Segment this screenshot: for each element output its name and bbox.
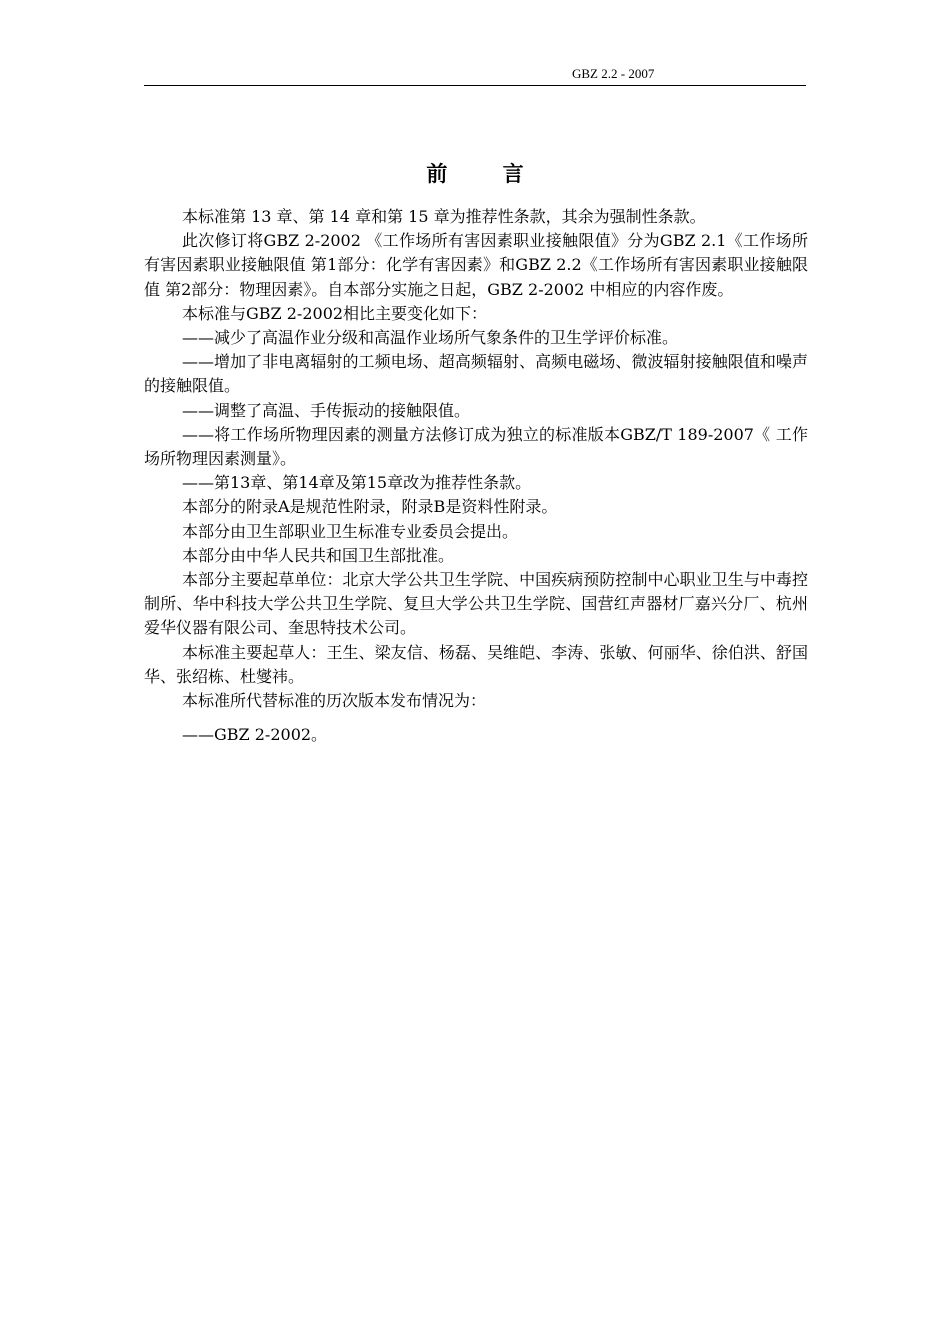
change-item-2: ——增加了非电离辐射的工频电场、超高频辐射、高频电磁场、微波辐射接触限值和噪声的接触限值。	[144, 352, 808, 396]
paragraph-changes-intro: 本标准与GBZ 2-2002相比主要变化如下：	[182, 303, 488, 323]
change-item-1: ——减少了高温作业分级和高温作业场所气象条件的卫生学评价标准。	[182, 328, 679, 348]
foreword-body	[144, 205, 808, 747]
paragraph-revision: 此次修订将GBZ 2-2002 《工作场所有害因素职业接触限值》分为GBZ 2.1《工作场所有害因素职业接触限值 第1部分：化学有害因素》和GBZ 2.2《工作场所有害因素职业接触限值 第2部分：物理因素》。自本部分实施之日起，GBZ 2-2002 中相应的内容作废。	[144, 231, 808, 299]
paragraph-drafting-units: 本部分主要起草单位：北京大学公共卫生学院、中国疾病预防控制中心职业卫生与中毒控制所、华中科技大学公共卫生学院、复旦大学公共卫生学院、国营红声器材厂嘉兴分厂、杭州爱华仪器有限公司、奎思特技术公司。	[144, 570, 808, 638]
paragraph-previous-editions: 本标准所代替标准的历次版本发布情况为：	[182, 691, 487, 711]
change-item-3: ——调整了高温、手传振动的接触限值。	[182, 400, 471, 420]
change-item-4: ——将工作场所物理因素的测量方法修订成为独立的标准版本GBZ/T 189-2007《 工作场所物理因素测量》。	[144, 424, 808, 469]
paragraph-approved-by: 本部分由中华人民共和国卫生部批准。	[182, 545, 455, 565]
header-doc-number: GBZ 2.2 - 2007	[572, 66, 655, 81]
change-item-5: ——第13章、第14章及第15章改为推荐性条款。	[182, 473, 532, 493]
paragraph-drafters: 本标准主要起草人：王生、梁友信、杨磊、吴维皑、李涛、张敏、何丽华、徐伯洪、舒国华、张绍栋、杜燮祎。	[144, 642, 808, 686]
section-title: 前 言	[426, 162, 548, 186]
previous-edition-item: ——GBZ 2-2002。	[182, 725, 328, 745]
paragraph-proposed-by: 本部分由卫生部职业卫生标准专业委员会提出。	[182, 521, 519, 541]
header-divider	[144, 85, 806, 86]
paragraph-recommended-clauses: 本标准第 13 章、第 14 章和第 15 章为推荐性条款，其余为强制性条款。	[182, 207, 706, 226]
paragraph-annexes: 本部分的附录A是规范性附录，附录B是资料性附录。	[182, 497, 558, 517]
